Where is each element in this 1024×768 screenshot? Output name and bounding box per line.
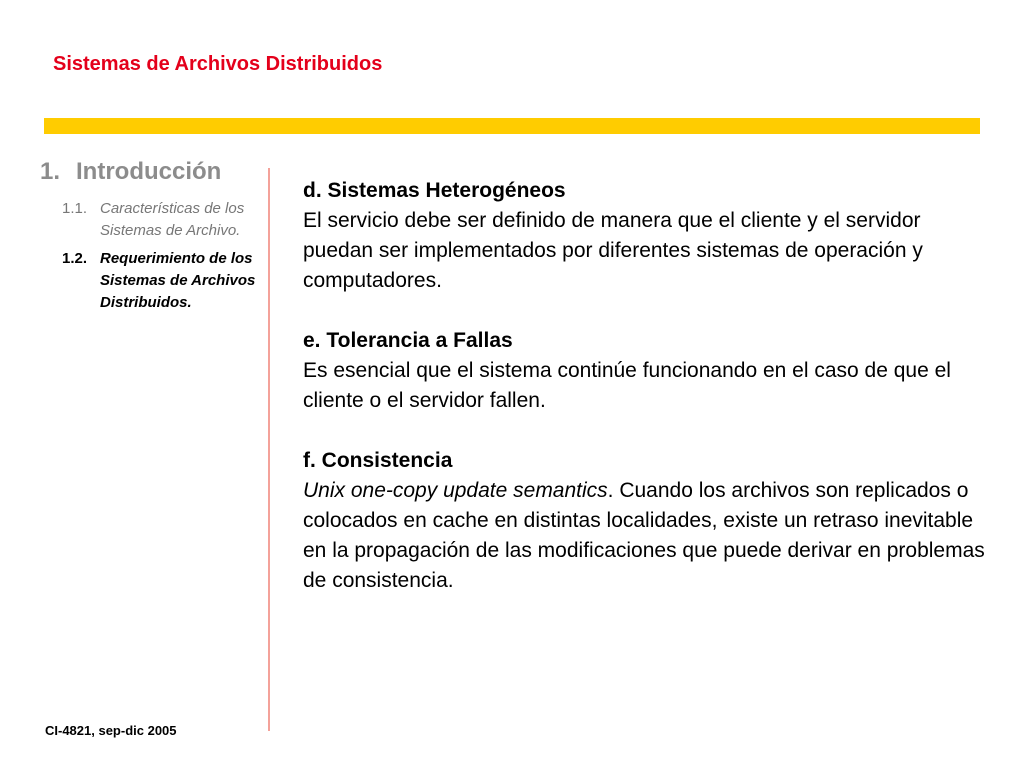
block-body: El servicio debe ser definido de manera que el cliente y el servidor puedan ser implementados por diferentes sistemas de operación y computadores.	[303, 209, 923, 292]
accent-bar	[44, 118, 980, 134]
section-title: Introducción	[76, 158, 222, 185]
outline-item-label: Requerimiento de los Sistemas de Archivos Distribuidos.	[100, 250, 256, 311]
section-number: 1.	[40, 158, 61, 185]
main-content	[303, 176, 993, 626]
vertical-divider	[268, 168, 270, 731]
block-heading: f. Consistencia	[303, 449, 453, 472]
slide-title: Sistemas de Archivos Distribuidos	[53, 53, 383, 75]
block-consistency	[303, 446, 993, 596]
block-body-italic: Unix one-copy update semantics	[303, 479, 608, 502]
block-heading: d. Sistemas Heterogéneos	[303, 179, 566, 202]
outline-item-number: 1.1.	[62, 200, 88, 217]
block-heterogeneous	[303, 176, 993, 296]
sidebar-outline	[40, 158, 265, 314]
block-fault-tolerance	[303, 326, 993, 416]
block-heading: e. Tolerancia a Fallas	[303, 329, 513, 352]
outline-item-label: Características de los Sistemas de Archivo.	[100, 200, 245, 239]
block-body-text: . Cuando los archivos son replicados o colocados en cache en distintas localidades, existe un retraso inevitable en la propagación de las modificaciones que puede derivar en problemas de consistencia.	[303, 479, 985, 592]
outline-item-number: 1.2.	[62, 250, 88, 267]
outline-item-requirements	[40, 248, 265, 314]
block-body	[303, 476, 993, 596]
section-heading	[40, 158, 265, 186]
footer-course-date: CI-4821, sep-dic 2005	[45, 723, 177, 738]
block-body: Es esencial que el sistema continúe funcionando en el caso de que el cliente o el servidor fallen.	[303, 359, 951, 412]
outline-item-characteristics	[40, 198, 265, 242]
